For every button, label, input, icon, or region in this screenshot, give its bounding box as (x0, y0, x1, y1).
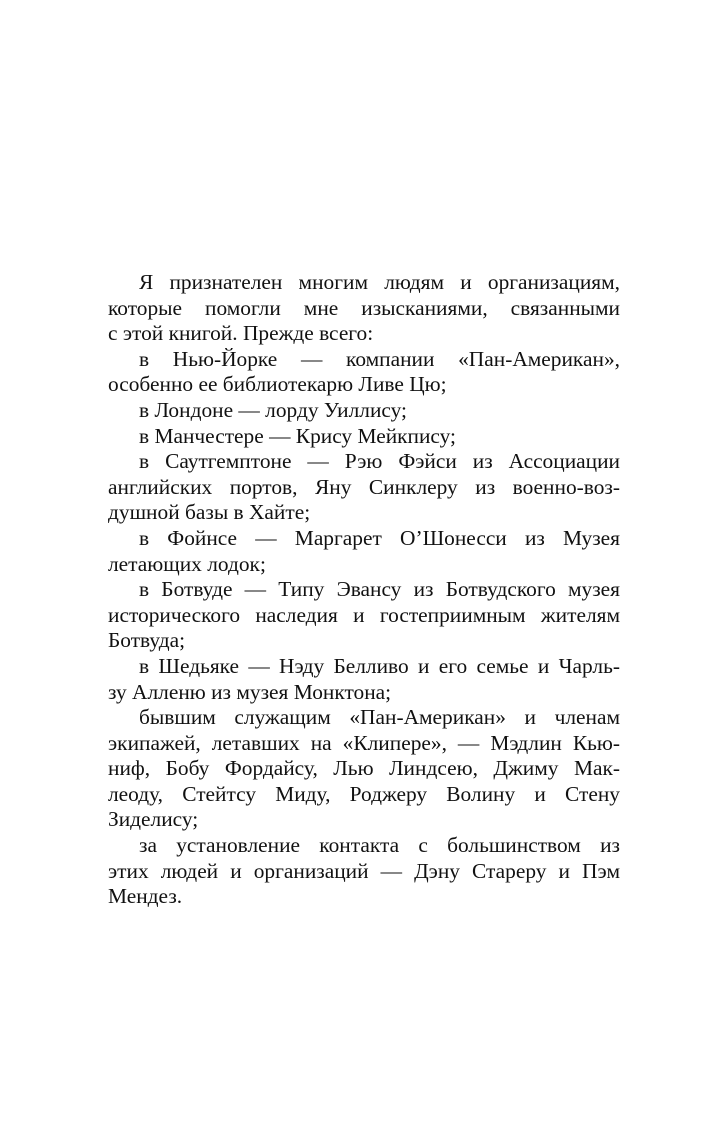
text-line: в Ботвуде — Типу Эвансу из Ботвудского музея (139, 577, 620, 602)
text-line: леоду, Стейтсу Миду, Роджеру Волину и Стену (108, 781, 620, 806)
text-line: Я признателен многим людям и организациям, (139, 270, 620, 294)
text-line: английских портов, Яну Синклеру из военно-воз- (108, 474, 620, 499)
text-line: Зиделису; (108, 807, 199, 832)
text-line: в Фойнсе — Маргарет О’Шонесси из Музея (139, 525, 620, 550)
text-line: зу Алленю из музея Монктона; (108, 679, 392, 704)
text-line: которые помогли мне изысканиями, связанными (108, 295, 620, 320)
text-line: с этой книгой. Прежде всего: (108, 321, 374, 346)
text-line: Мендез. (108, 884, 183, 909)
text-line: за установление контакта с большинством из (139, 833, 620, 858)
text-line: в Саутгемптоне — Рэю Фэйси из Ассоциации (139, 449, 620, 474)
text-line: душной базы в Хайте; (108, 500, 311, 525)
acknowledgements-text (108, 270, 620, 910)
text-line: особенно ее библиотекарю Ливе Цю; (108, 372, 447, 397)
text-line: этих людей и организаций — Дэну Стареру и Пэм (108, 858, 620, 883)
text-line: бывшим служащим «Пан-Американ» и членам (139, 705, 620, 730)
text-line: в Нью-Йорке — компании «Пан-Американ», (139, 346, 620, 371)
text-line: Ботвуда; (108, 628, 186, 653)
text-line: экипажей, летавших на «Клипере», — Мэдлин Кью- (108, 730, 620, 755)
text-line: в Лондоне — лорду Уиллису; (139, 397, 407, 422)
text-line: ниф, Бобу Фордайсу, Лью Линдсею, Джиму Мак- (108, 756, 620, 781)
text-line: в Манчестере — Крису Мейкпису; (139, 423, 457, 448)
text-line: исторического наследия и гостеприимным жителям (108, 602, 620, 627)
text-line: в Шедьяке — Нэду Белливо и его семье и Чарль- (139, 653, 620, 678)
text-line: летающих лодок; (108, 551, 266, 576)
